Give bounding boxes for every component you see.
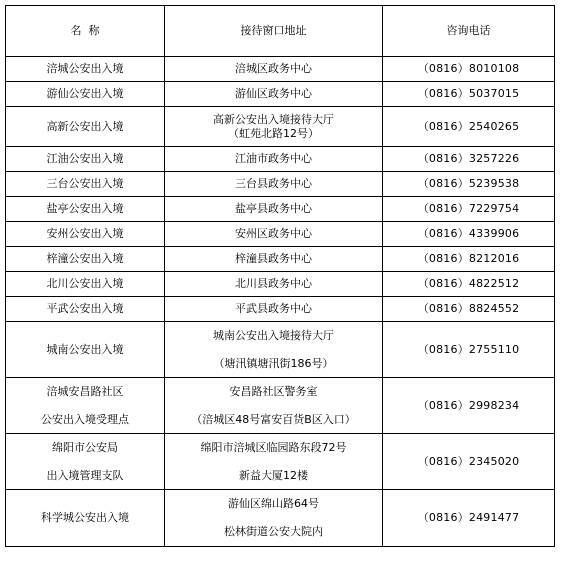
office-address (165, 490, 383, 547)
address-line-1: 游仙区绵山路64号 (228, 497, 319, 510)
exit-entry-office-table (5, 5, 555, 547)
office-address (165, 434, 383, 490)
office-phone: （0816）2345020 (383, 434, 555, 490)
line-spacer (165, 455, 382, 469)
office-address (165, 107, 383, 147)
office-phone: （0816）8010108 (383, 57, 555, 82)
office-name: 科学城公安出入境 (6, 490, 165, 547)
office-name (6, 434, 165, 490)
office-name: 北川公安出入境 (6, 272, 165, 297)
address-line-2: （塘汛镇塘汛街186号） (213, 356, 334, 370)
line-spacer (165, 343, 382, 357)
table-row (6, 378, 555, 434)
line-spacer (165, 511, 382, 525)
name-line-1: 绵阳市公安局 (52, 440, 118, 454)
office-name: 高新公安出入境 (6, 107, 165, 147)
office-phone: （0816）4822512 (383, 272, 555, 297)
office-name: 三台公安出入境 (6, 172, 165, 197)
table-header-row (6, 6, 555, 57)
address-line-2: （涪城区48号富安百货B区入口） (191, 412, 356, 426)
office-address: 江油市政务中心 (165, 147, 383, 172)
address-line-1: 高新公安出入境接待大厅 (213, 112, 334, 126)
office-phone: （0816）2491477 (383, 490, 555, 547)
office-phone: （0816）3257226 (383, 147, 555, 172)
office-address: 涪城区政务中心 (165, 57, 383, 82)
address-line-1: 城南公安出入境接待大厅 (213, 328, 334, 342)
table-row (6, 434, 555, 490)
line-spacer (165, 399, 382, 413)
office-address: 盐亭县政务中心 (165, 197, 383, 222)
line-spacer (6, 455, 164, 469)
office-phone: （0816）2540265 (383, 107, 555, 147)
table-row (6, 107, 555, 147)
header-name: 名 称 (6, 6, 165, 57)
address-line-2: 新益大厦12楼 (239, 468, 308, 482)
office-name: 涪城公安出入境 (6, 57, 165, 82)
office-address: 游仙区政务中心 (165, 82, 383, 107)
office-name: 平武公安出入境 (6, 297, 165, 322)
address-line-1: 绵阳市涪城区临园路东段72号 (200, 440, 347, 454)
office-address: 三台县政务中心 (165, 172, 383, 197)
table-row (6, 82, 555, 107)
office-name (6, 378, 165, 434)
table-row (6, 490, 555, 547)
office-name: 梓潼公安出入境 (6, 247, 165, 272)
line-spacer (6, 399, 164, 413)
office-address: 梓潼县政务中心 (165, 247, 383, 272)
office-address (165, 322, 383, 378)
office-address: 安州区政务中心 (165, 222, 383, 247)
header-phone: 咨询电话 (383, 6, 555, 57)
table-row (6, 57, 555, 82)
office-address (165, 378, 383, 434)
table-row (6, 147, 555, 172)
table-row (6, 322, 555, 378)
office-name: 江油公安出入境 (6, 147, 165, 172)
office-name: 城南公安出入境 (6, 322, 165, 378)
header-address: 接待窗口地址 (165, 6, 383, 57)
name-line-2: 公安出入境受理点 (41, 412, 129, 426)
office-phone: （0816）2755110 (383, 322, 555, 378)
table-row (6, 197, 555, 222)
office-phone: （0816）7229754 (383, 197, 555, 222)
table-row (6, 172, 555, 197)
office-address: 北川县政务中心 (165, 272, 383, 297)
table-row (6, 297, 555, 322)
office-name: 安州公安出入境 (6, 222, 165, 247)
office-phone: （0816）8212016 (383, 247, 555, 272)
contact-table-wrapper (5, 5, 555, 547)
table-row (6, 272, 555, 297)
name-line-2: 出入境管理支队 (46, 468, 124, 482)
office-name: 游仙公安出入境 (6, 82, 165, 107)
office-name: 盐亭公安出入境 (6, 197, 165, 222)
address-line-1: 安昌路社区警务室 (229, 384, 318, 398)
office-phone: （0816）4339906 (383, 222, 555, 247)
office-phone: （0816）2998234 (383, 378, 555, 434)
address-line-2: （虹苑北路12号） (228, 126, 319, 140)
office-phone: （0816）8824552 (383, 297, 555, 322)
table-row (6, 247, 555, 272)
table-row (6, 222, 555, 247)
office-phone: （0816）5037015 (383, 82, 555, 107)
address-line-2: 松林街道公安大院内 (224, 525, 323, 538)
name-line-1: 涪城安昌路社区 (46, 384, 124, 398)
office-phone: （0816）5239538 (383, 172, 555, 197)
office-address: 平武县政务中心 (165, 297, 383, 322)
